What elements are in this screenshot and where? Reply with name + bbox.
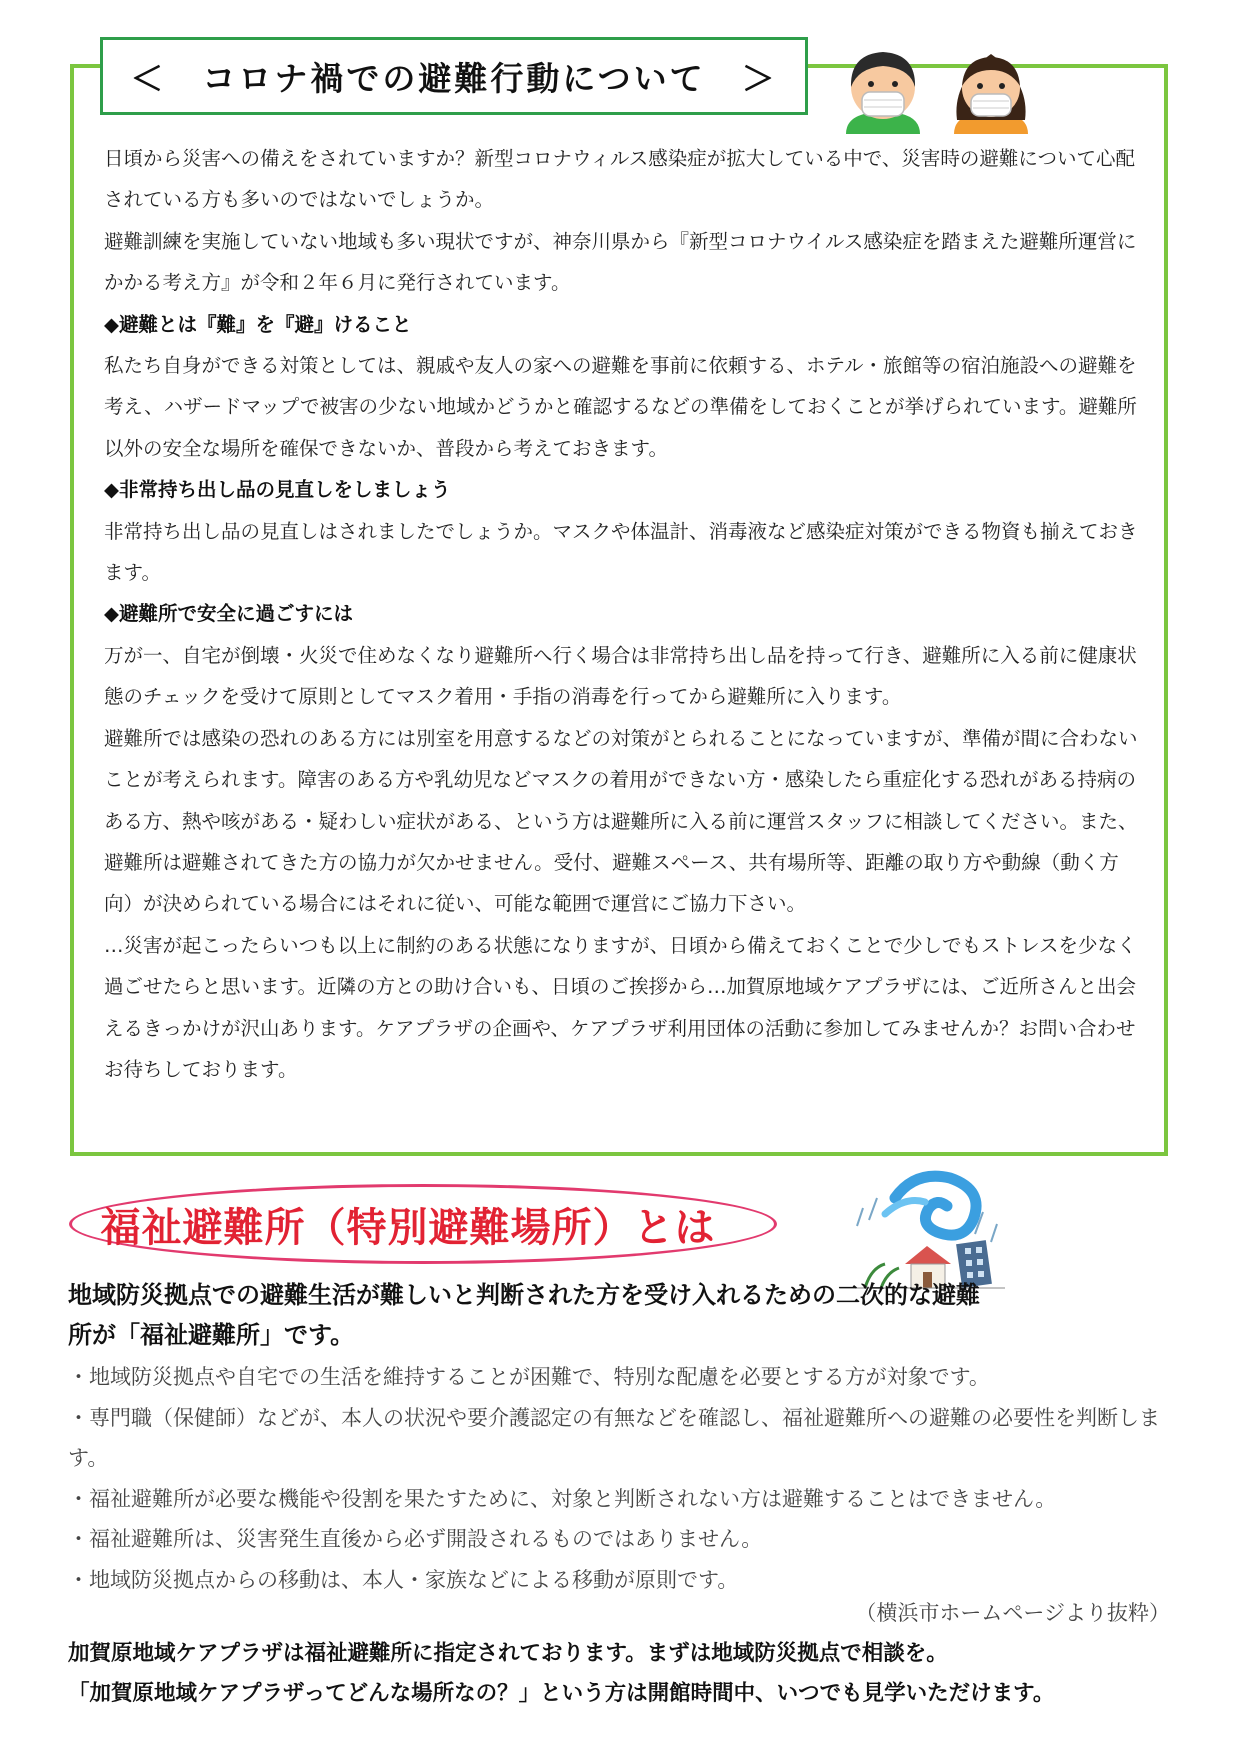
- lead-line-1: 地域防災拠点での避難生活が難しいと判断された方を受け入れるための二次的な避難: [68, 1281, 980, 1309]
- heading-evacuation-meaning: ◆避難とは『難』を『避』けること: [104, 312, 412, 336]
- care-plaza-footer: [68, 1634, 1188, 1714]
- bullet-item: ・地域防災拠点からの移動は、本人・家族などによる移動が原則です。: [68, 1567, 739, 1592]
- evacuation-measures-paragraph: 私たち自身ができる対策としては、親戚や友人の家への避難を事前に依頼する、ホテル・旅館等の宿泊施設への避難を考え、ハザードマップで被害の少ない地域かどうかと確認するなどの準備をしておくことが挙げられています。避難所以外の安全な場所を確保できないか、普段から考えておきます。: [104, 354, 1137, 460]
- lead-line-2: 所が「福祉避難所」です。: [68, 1321, 355, 1349]
- masked-girl-illustration: [948, 42, 1034, 134]
- masked-boy-illustration: [840, 42, 926, 134]
- shelter-entry-paragraph: 万が一、自宅が倒壊・火災で住めなくなり避難所へ行く場合は非常持ち出し品を持って行き、避難所に入る前に健康状態のチェックを受けて原則としてマスク着用・手指の消毒を行ってから避難所に入ります。: [104, 643, 1137, 709]
- bullet-item: ・福祉避難所は、災害発生直後から必ず開設されるものではありません。: [68, 1527, 763, 1551]
- welfare-shelter-bullets: [68, 1357, 1188, 1600]
- closing-paragraph: …災害が起こったらいつも以上に制約のある状態になりますが、日頃から備えておくことで少しでもストレスを少なく過ごせたらと思います。近隣の方との助け合いも、日頃のご挨拶から…加賀原地域ケアプラザには、ご近所さんと出会えるきっかけが沢山あります。ケアプラザの企画や、ケアプラザ利用団体の活動に参加してみませんか？お問い合わせお待ちしております。: [104, 933, 1137, 1081]
- welfare-shelter-title: 福祉避難所（特別避難場所）とは: [100, 1204, 716, 1251]
- bullet-item: ・地域防災拠点や自宅での生活を維持することが困難で、特別な配慮を必要とする方が対象です。: [68, 1365, 990, 1389]
- intro-paragraph-2: 避難訓練を実施していない地域も多い現状ですが、神奈川県から『新型コロナウイルス感染症を踏まえた避難所運営にかかる考え方』が令和２年６月に発行されています。: [104, 229, 1137, 295]
- corona-title-box: [100, 37, 808, 115]
- welfare-shelter-lead: [68, 1275, 1188, 1355]
- intro-paragraph-1: 日頃から災害への備えをされていますか？新型コロナウィルス感染症が拡大している中で、災害時の避難について心配されている方も多いのではないでしょうか。: [104, 147, 1135, 212]
- heading-emergency-supplies: ◆非常持ち出し品の見直しをしましょう: [104, 478, 451, 502]
- heading-shelter-safety: ◆避難所で安全に過ごすには: [104, 602, 353, 626]
- typhoon-storm-illustration: [855, 1168, 1005, 1290]
- source-citation: （横浜市ホームページより抜粋）: [855, 1601, 1170, 1625]
- shelter-cooperation-paragraph: 避難所では感染の恐れのある方には別室を用意するなどの対策がとられることになっていますが、準備が間に合わないことが考えられます。障害のある方や乳幼児などマスクの着用ができない方・感染したら重症化する恐れがある持病のある方、熱や咳がある・疑わしい症状がある、という方は避難所に入る前に運営スタッフに相談してください。また、避難所は避難されてきた方の協力が欠かせません。受付、避難スペース、共有場所等、距離の取り方や動線（動く方向）が決められている場合にはそれに従い、可能な範囲で運営にご協力下さい。: [104, 726, 1138, 916]
- welfare-shelter-title-ellipse: [69, 1184, 777, 1264]
- footer-line-1: 加賀原地域ケアプラザは福祉避難所に指定されております。まずは地域防災拠点で相談を。: [68, 1641, 948, 1666]
- corona-section-title: ＜ コロナ禍での避難行動について ＞: [130, 58, 778, 98]
- emergency-supplies-paragraph: 非常持ち出し品の見直しはされましたでしょうか。マスクや体温計、消毒液など感染症対策ができる物資も揃えておきます。: [104, 519, 1138, 585]
- bullet-item: ・福祉避難所が必要な機能や役割を果たすために、対象と判断されない方は避難することはできません。: [68, 1486, 1057, 1511]
- corona-body-text: [104, 138, 1140, 1090]
- bullet-item: ・専門職（保健師）などが、本人の状況や要介護認定の有無などを確認し、福祉避難所への避難の必要性を判断します。: [68, 1405, 1160, 1470]
- footer-line-2: 「加賀原地域ケアプラザってどんな場所なの？」という方は開館時間中、いつでも見学いただけます。: [68, 1681, 1055, 1706]
